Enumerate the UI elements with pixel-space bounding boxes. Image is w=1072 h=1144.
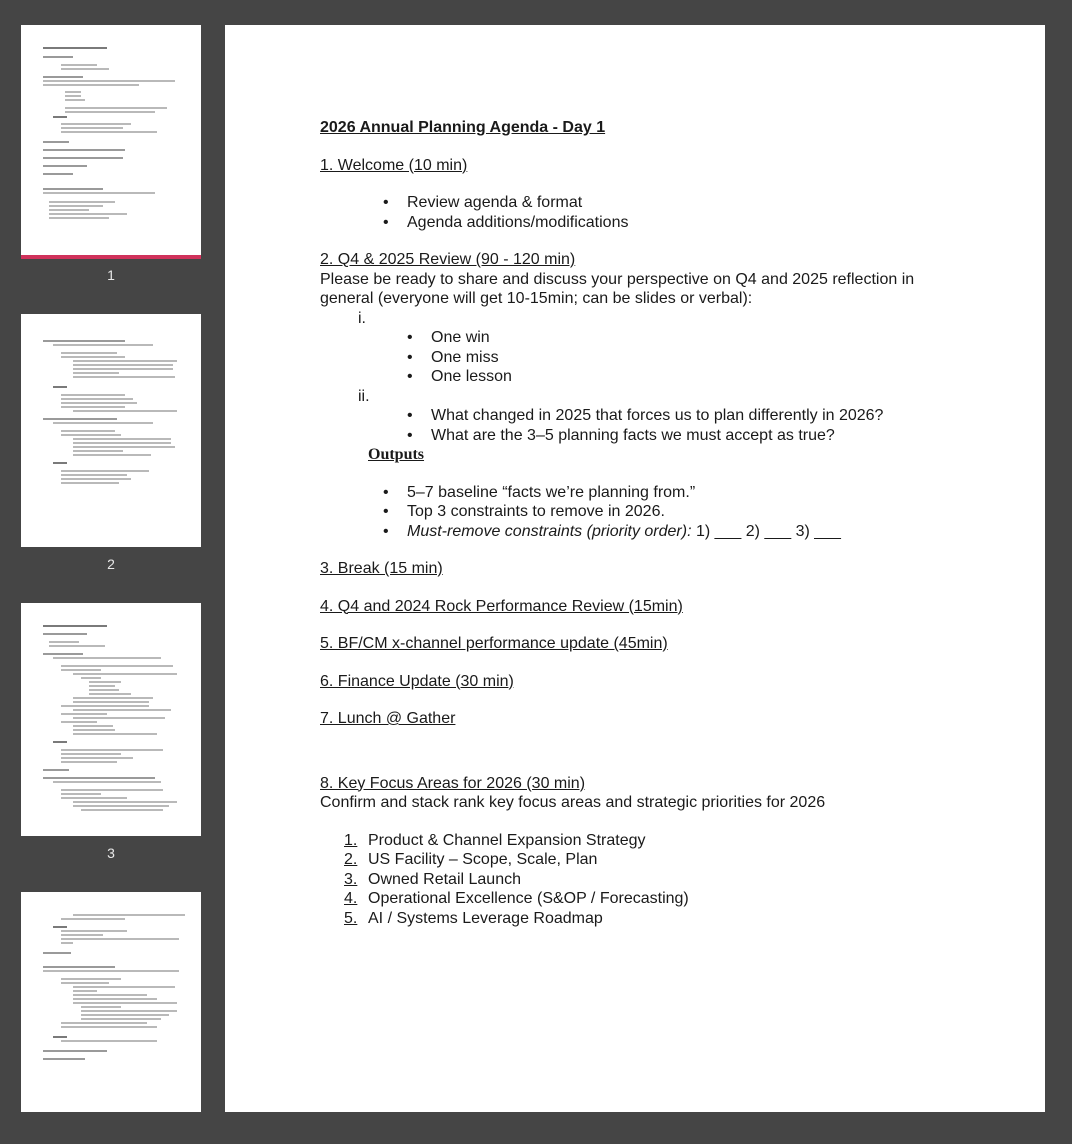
item-text: Operational Excellence (S&OP / Forecasting) xyxy=(368,890,689,907)
list-item xyxy=(344,909,1020,929)
list-item: • One miss xyxy=(431,348,1020,368)
item-text: AI / Systems Leverage Roadmap xyxy=(368,909,603,927)
outputs-label: Outputs xyxy=(368,446,425,463)
list-item: • One win xyxy=(431,328,1020,348)
list-item xyxy=(344,831,1020,851)
focus-areas-list xyxy=(320,831,1020,929)
intro-line: general (everyone will get 10-15min; can be slides or verbal): xyxy=(320,290,753,307)
section-rock-review-heading: 4. Q4 and 2024 Rock Performance Review (15min) xyxy=(320,597,683,615)
list-item: • What are the 3–5 planning facts we must accept as true? xyxy=(431,426,1020,446)
page-thumbnail-2[interactable] xyxy=(21,314,201,547)
list-item: • Top 3 constraints to remove in 2026. xyxy=(407,502,1020,522)
list-item xyxy=(344,889,1020,909)
intro-line: Please be ready to share and discuss your perspective on Q4 and 2025 reflection in xyxy=(320,270,915,288)
page-number-2: 2 xyxy=(107,556,115,572)
page-number-3: 3 xyxy=(107,845,115,861)
reflection-bullet-list xyxy=(320,328,1020,387)
document-body xyxy=(320,118,1020,928)
list-item: • 5–7 baseline “facts we’re planning from.” xyxy=(407,483,1020,503)
welcome-bullet-list xyxy=(320,193,1020,232)
item-number: 1. xyxy=(344,831,358,849)
page-thumbnail-4[interactable] xyxy=(21,892,201,1112)
must-remove-blanks: 1) ___ 2) ___ 3) ___ xyxy=(691,522,841,540)
list-item xyxy=(407,522,1020,542)
planning-questions-list xyxy=(320,406,1020,445)
item-text: Owned Retail Launch xyxy=(368,870,521,888)
section-bfcm-heading: 5. BF/CM x-channel performance update (45min) xyxy=(320,635,668,652)
list-item xyxy=(344,870,1020,890)
list-item: • Agenda additions/modifications xyxy=(407,213,1020,233)
outputs-bullet-list xyxy=(320,483,1020,542)
roman-marker-ii: ii. xyxy=(358,387,370,405)
item-number: 4. xyxy=(344,890,358,907)
list-item: • What changed in 2025 that forces us to plan differently in 2026? xyxy=(431,406,1020,426)
page-thumbnail-1[interactable] xyxy=(21,25,201,255)
item-text: US Facility – Scope, Scale, Plan xyxy=(368,851,598,868)
document-page xyxy=(225,25,1045,1112)
page-thumbnail-3[interactable] xyxy=(21,603,201,836)
section-q4-review-heading: 2. Q4 & 2025 Review (90 - 120 min) xyxy=(320,251,576,268)
focus-areas-intro: Confirm and stack rank key focus areas and strategic priorities for 2026 xyxy=(320,794,826,811)
item-number: 3. xyxy=(344,870,358,888)
section-finance-heading: 6. Finance Update (30 min) xyxy=(320,672,514,690)
document-title: 2026 Annual Planning Agenda - Day 1 xyxy=(320,119,606,136)
item-number: 2. xyxy=(344,851,358,868)
page-number-1: 1 xyxy=(107,267,115,283)
section-break-heading: 3. Break (15 min) xyxy=(320,560,443,577)
section-welcome-heading: 1. Welcome (10 min) xyxy=(320,156,468,174)
roman-marker-i: i. xyxy=(358,309,366,327)
section-q4-review-intro xyxy=(320,270,1020,309)
section-focus-areas-heading: 8. Key Focus Areas for 2026 (30 min) xyxy=(320,774,586,792)
section-lunch-heading: 7. Lunch @ Gather xyxy=(320,710,456,727)
item-number: 5. xyxy=(344,909,358,927)
list-item xyxy=(344,850,1020,870)
list-item: • Review agenda & format xyxy=(407,193,1020,213)
must-remove-label: Must-remove constraints (priority order): xyxy=(407,522,692,540)
item-text: Product & Channel Expansion Strategy xyxy=(368,831,646,849)
page-thumbnail-sidebar xyxy=(0,0,222,1144)
list-item: • One lesson xyxy=(431,367,1020,387)
